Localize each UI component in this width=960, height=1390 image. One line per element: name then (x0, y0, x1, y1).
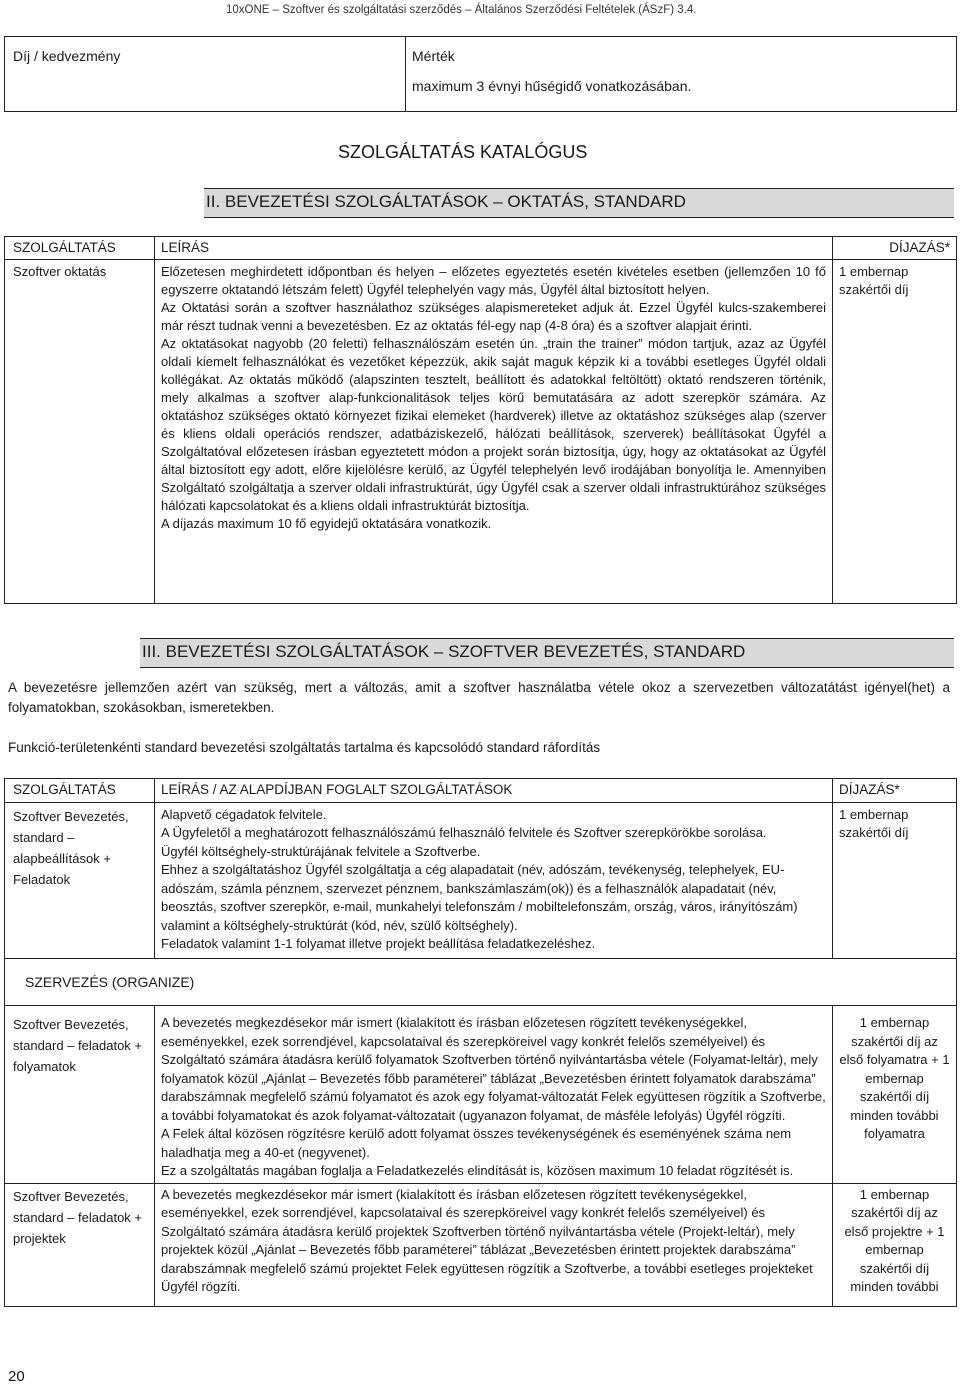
row1-desc-para: Feladatok valamint 1-1 folyamat illetve projekt beállítása feladatkezeléshez. (161, 936, 596, 951)
measure-col-label: Mérték (412, 48, 455, 64)
catalog-title: SZOLGÁLTATÁS KATALÓGUS (338, 142, 588, 162)
organize-cell (5, 958, 957, 1006)
row1-service-name: Szoftver Bevezetés, standard – alapbeállítások + Feladatok (13, 808, 129, 887)
row2-fee: 1 embernap szakértői díj az első folyamatra + 1 embernap szakértői díj minden további folyamatra (839, 1015, 950, 1141)
training-fee-cell (833, 260, 957, 604)
th-description (155, 779, 833, 803)
training-fee: 1 embernap szakértői díj (839, 264, 909, 297)
running-head: 10xONE – Szoftver és szolgáltatási szerződés – Általános Szerződési Feltételek (ÁSzF) 3.4. (226, 4, 697, 16)
row2-service-name: Szoftver Bevezetés, standard – feladatok + folyamatok (13, 1017, 143, 1074)
row2-fee-cell (833, 1006, 957, 1184)
training-desc-para: A díjazás maximum 10 fő egyidejű oktatására vonatkozik. (161, 516, 492, 531)
th-description (155, 237, 833, 260)
row3-service-name: Szoftver Bevezetés, standard – feladatok + projektek (13, 1188, 143, 1246)
training-table (4, 236, 957, 604)
th-service (5, 237, 155, 260)
fee-table (4, 36, 957, 112)
training-desc-para: Az oktatásokat nagyobb (20 feletti) felhasználószám esetén ún. „train the trainer” módon tartjuk, azaz az Ügyfél oldali kiemelt felhasználókat és vezetőket képezzük, akik saját maguk képzik ki a további esetleges Ügyfél oldali kollégákat. Az oktatás működő (alapszinten tesztelt, beállított és adatokkal feltöltött) oktató rendszeren történik, mely alkalmas a szoftver alap-funkcionalitások teljes körű bemutatására az adott szerepkör számára. Az oktatáshoz szükséges oktató környezet fizikai elemeket (hardverek) illetve az oktatáshoz szükséges alap (szerver és kliens oldali operációs rendszer, adatbáziskezelő, hálózati beállítások, szerverek) beállításokat Ügyfél a Szolgáltatóval előzetesen írásban egyeztetett módon a projekt során biztosítja, úgy, hogy az oktatásokat az Ügyfél által biztosított egy adott, előre kijelölésre kerülő, az Ügyfél telephelyén levő irodájában bonyolítja le. Amennyiben Szolgáltató szolgáltatja a szerver oldali infrastruktúrát, úgy Ügyfél csak a szerver oldali infrastruktúrához szükséges hálózati kapcsolatokat és a kliens oldali infrastruktúrát biztosítja. (161, 336, 826, 513)
row3-description-cell (155, 1183, 833, 1306)
th-description-label: LEÍRÁS (161, 240, 210, 255)
fee-empty-cell (5, 73, 406, 112)
row3-service-cell (5, 1183, 155, 1306)
organize-label: SZERVEZÉS (ORGANIZE) (25, 973, 195, 990)
training-desc-para: Előzetesen meghirdetett időpontban és helyen – előzetes egyeztetés esetén kivételes esetben (jellemzően 10 fő egyszerre oktatandó létszám felett) Ügyfél telephelyén vagy más, Ügyfél által biztosított helyen. (161, 264, 826, 297)
implementation-table (4, 778, 957, 1307)
th-fee-label: DÍJAZÁS* (839, 782, 900, 797)
th-fee (833, 237, 957, 260)
section2-heading: II. BEVEZETÉSI SZOLGÁLTATÁSOK – OKTATÁS, STANDARD (206, 192, 686, 211)
functional-note: Funkció-területenkénti standard bevezetési szolgáltatás tartalma és kapcsolódó standard ráfordítás (8, 740, 601, 755)
section3-intro: A bevezetésre jellemzően azért van szükség, mert a változás, amit a szoftver használatba vétele okoz a szervezetben változatátást igényel(het) a folyamatokban, szokásokban, ismeretekben. (8, 680, 950, 715)
row3-fee-cell (833, 1183, 957, 1306)
training-desc-para: Az Oktatási során a szoftver használathoz szükséges alapismereteket adjuk át. Ezzel Ügyfél kulcs-szakemberei már részt tudnak venni a bevezetésben. Ez az oktatás fél-egy nap (4-8 óra) és a szoftver alapjait érinti. (161, 300, 826, 333)
row1-fee: 1 embernap szakértői díj (839, 806, 909, 840)
row3-desc-para: A bevezetés megkezdésekor már ismert (kialakított és írásban előzetesen rögzített tevékenységekkel, eseményekkel, ezek sorrendjével, kapcsolataival és szerepköreivel vagy konkrét felelős személyeivel) és Szolgáltató számára átadásra kerülő projektek Szoftverben történő nyilvántartásba vétele (Projekt-leltár), mely projektek közül „Ajánlat – Bevezetés főbb paraméterei” táblázat „Bevezetésben érintett projektek darabszáma” darabszámnak megfelelő számú projektet Felek együttesen rögzítik a Szoftverbe, a további esetleges projekteket Ügyfél rögzíti. (161, 1186, 813, 1294)
page-number: 20 (8, 1368, 25, 1385)
row1-desc-para: Ügyfél költséghely-struktúrájának felvitele a Szoftverbe. (161, 843, 481, 859)
row1-description-cell (155, 802, 833, 958)
th-fee-label: DÍJAZÁS* (889, 240, 950, 255)
training-description-cell (155, 260, 833, 604)
measure-header-cell (406, 37, 957, 74)
section3-heading: III. BEVEZETÉSI SZOLGÁLTATÁSOK – SZOFTVER BEVEZETÉS, STANDARD (142, 642, 746, 661)
th-fee (833, 779, 957, 803)
row1-desc-para: Alapvető cégadatok felvitele. (161, 806, 327, 822)
measure-value: maximum 3 évnyi hűségidő vonatkozásában. (412, 78, 692, 94)
training-service-cell (5, 260, 155, 604)
row1-desc-para: A Ügyfeletől a meghatározott felhasználószámú felhasználó felvitele és Szoftver szerepkörökbe sorolása. (161, 825, 767, 840)
th-description-label: LEÍRÁS / AZ ALAPDÍJBAN FOGLALT SZOLGÁLTATÁSOK (161, 782, 513, 797)
th-service (5, 779, 155, 803)
row2-desc-para: A Felek által közösen rögzítésre kerülő adott folyamat összes tevékenységének és eseményének száma nem haladhatja meg a 40-et (negyvenet). (161, 1126, 792, 1160)
row1-service-cell (5, 802, 155, 958)
row2-service-cell (5, 1006, 155, 1184)
fee-header-cell (5, 37, 406, 74)
measure-value-cell (406, 73, 957, 112)
fee-col-label: Díj / kedvezmény (13, 48, 121, 64)
th-service-label: SZOLGÁLTATÁS (13, 782, 116, 797)
row1-fee-cell (833, 802, 957, 958)
training-service-name: Szoftver oktatás (13, 264, 107, 279)
row2-desc-para: Ez a szolgáltatás magában foglalja a Feladatkezelés elindítását is, közösen maximum 10 feladat rögzítését is. (161, 1163, 794, 1178)
row2-description-cell (155, 1006, 833, 1184)
th-service-label: SZOLGÁLTATÁS (13, 240, 116, 255)
row2-desc-para: A bevezetés megkezdésekor már ismert (kialakított és írásban előzetesen rögzített tevékenységekkel, eseményekkel, ezek sorrendjével, kapcsolataival és szerepköreivel vagy konkrét felelős személyeivel) és Szolgáltató számára átadásra kerülő folyamatok Szoftverben történő nyilvántartásba vétele (Folyamat-leltár), mely folyamatok közül „Ajánlat – Bevezetés főbb paraméterei” táblázat „Bevezetésben érintett folyamatok darabszáma” darabszámnak megfelelő számú folyamatot és azok egy folyamat-változatát Felek együttesen rögzítik a Szoftverbe, a további folyamatokat és azok folyamat-változatait (ugyanazon folyamat, de másféle lefolyás) Ügyfél rögzíti. (161, 1015, 826, 1123)
row1-desc-para: Ehhez a szolgáltatáshoz Ügyfél szolgáltatja a cég alapadatait (név, adószám, tevékenység, telephelyek, EU-adószám, számla pénznem, szervezet pénznem, bankszámlaszám(ok)) és a felhasználók alapadatait (név, beosztás, szoftver szerepkör, e-mail, munkahelyi telefonszám / mobiltelefonszám, ország, város, irányítószám) valamint a költséghely-struktúrát (kód, név, szülő költséghely). (161, 862, 798, 933)
row3-fee: 1 embernap szakértői díj az első projektre + 1 embernap szakértői díj minden további (844, 1186, 945, 1294)
